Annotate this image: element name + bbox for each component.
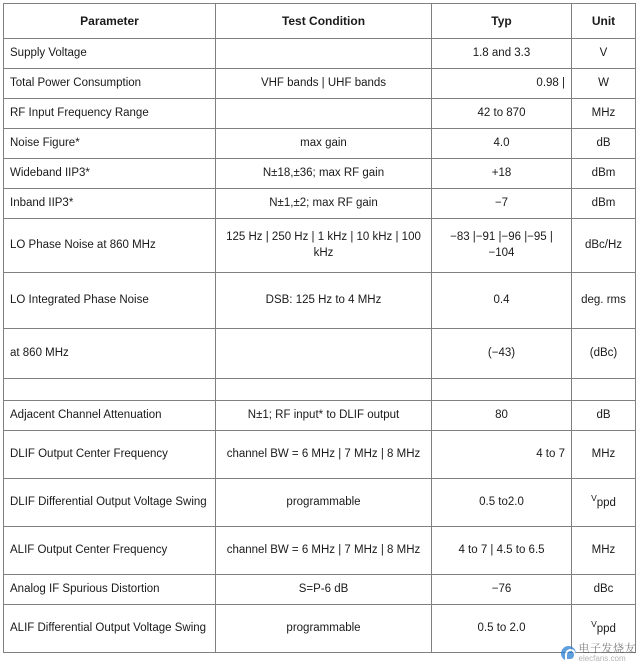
cell-typ: 42 to 870 [432, 99, 572, 129]
cell-parameter: Inband IIP3* [4, 189, 216, 219]
cell-test-condition [216, 379, 432, 401]
cell-typ [432, 379, 572, 401]
cell-unit: dBc/Hz [572, 219, 636, 273]
cell-unit: MHz [572, 99, 636, 129]
cell-test-condition: max gain [216, 129, 432, 159]
cell-test-condition: programmable [216, 605, 432, 653]
column-header-parameter: Parameter [4, 4, 216, 39]
cell-typ: 1.8 and 3.3 [432, 39, 572, 69]
cell-unit: MHz [572, 431, 636, 479]
table-row [4, 129, 636, 159]
cell-unit: (dBc) [572, 329, 636, 379]
cell-parameter: DLIF Differential Output Voltage Swing [4, 479, 216, 527]
cell-test-condition: N±18,±36; max RF gain [216, 159, 432, 189]
cell-parameter [4, 379, 216, 401]
cell-typ: 4 to 7 [432, 431, 572, 479]
cell-test-condition: 125 Hz | 250 Hz | 1 kHz | 10 kHz | 100 kHz [216, 219, 432, 273]
cell-unit: dBm [572, 159, 636, 189]
cell-typ: −83 |−91 |−96 |−95 |−104 [432, 219, 572, 273]
cell-test-condition: N±1,±2; max RF gain [216, 189, 432, 219]
cell-parameter: Analog IF Spurious Distortion [4, 575, 216, 605]
cell-parameter: ALIF Output Center Frequency [4, 527, 216, 575]
watermark-sub: elecfans.com [578, 654, 626, 663]
cell-test-condition [216, 329, 432, 379]
table-header-row [4, 4, 636, 39]
cell-typ: 0.98 | [432, 69, 572, 99]
cell-typ: −76 [432, 575, 572, 605]
cell-unit: MHz [572, 527, 636, 575]
table-row [4, 273, 636, 329]
cell-test-condition: VHF bands | UHF bands [216, 69, 432, 99]
cell-parameter: at 860 MHz [4, 329, 216, 379]
cell-test-condition [216, 39, 432, 69]
cell-parameter: Total Power Consumption [4, 69, 216, 99]
cell-test-condition: N±1; RF input* to DLIF output [216, 401, 432, 431]
cell-test-condition: channel BW = 6 MHz | 7 MHz | 8 MHz [216, 527, 432, 575]
cell-parameter: LO Phase Noise at 860 MHz [4, 219, 216, 273]
cell-unit: W [572, 69, 636, 99]
cell-test-condition: DSB: 125 Hz to 4 MHz [216, 273, 432, 329]
cell-unit: dBc [572, 575, 636, 605]
table-row [4, 69, 636, 99]
table-row [4, 605, 636, 653]
cell-typ: 80 [432, 401, 572, 431]
cell-unit: deg. rms [572, 273, 636, 329]
cell-unit: dB [572, 401, 636, 431]
cell-unit: V [572, 39, 636, 69]
cell-parameter: Wideband IIP3* [4, 159, 216, 189]
cell-unit: dBm [572, 189, 636, 219]
table-row [4, 401, 636, 431]
cell-test-condition: programmable [216, 479, 432, 527]
cell-typ: 0.4 [432, 273, 572, 329]
cell-parameter: Noise Figure* [4, 129, 216, 159]
cell-parameter: DLIF Output Center Frequency [4, 431, 216, 479]
table-row [4, 219, 636, 273]
table-row [4, 479, 636, 527]
watermark-name: 电子发烧友 [578, 643, 636, 655]
table-row [4, 159, 636, 189]
cell-typ: 4.0 [432, 129, 572, 159]
column-header-unit: Unit [572, 4, 636, 39]
column-header-typ: Typ [432, 4, 572, 39]
cell-parameter: ALIF Differential Output Voltage Swing [4, 605, 216, 653]
specifications-table [3, 3, 636, 653]
cell-parameter: RF Input Frequency Range [4, 99, 216, 129]
cell-typ: 4 to 7 | 4.5 to 6.5 [432, 527, 572, 575]
cell-unit: $^V$ppd [572, 479, 636, 527]
cell-typ: −7 [432, 189, 572, 219]
cell-typ: +18 [432, 159, 572, 189]
cell-unit: dB [572, 129, 636, 159]
table-row [4, 431, 636, 479]
cell-parameter: Adjacent Channel Attenuation [4, 401, 216, 431]
table-row [4, 329, 636, 379]
cell-typ: (−43) [432, 329, 572, 379]
cell-test-condition: channel BW = 6 MHz | 7 MHz | 8 MHz [216, 431, 432, 479]
cell-unit: $^V$ppd [572, 605, 636, 653]
table-row [4, 189, 636, 219]
table-body [4, 39, 636, 653]
table-row [4, 527, 636, 575]
cell-test-condition [216, 99, 432, 129]
cell-parameter: Supply Voltage [4, 39, 216, 69]
table-row [4, 99, 636, 129]
table-header [4, 4, 636, 39]
column-header-test-condition: Test Condition [216, 4, 432, 39]
cell-parameter: LO Integrated Phase Noise [4, 273, 216, 329]
cell-typ: 0.5 to 2.0 [432, 605, 572, 653]
table-row [4, 575, 636, 605]
cell-unit [572, 379, 636, 401]
cell-typ: 0.5 to2.0 [432, 479, 572, 527]
table-row [4, 39, 636, 69]
table-row [4, 379, 636, 401]
cell-test-condition: S=P-6 dB [216, 575, 432, 605]
